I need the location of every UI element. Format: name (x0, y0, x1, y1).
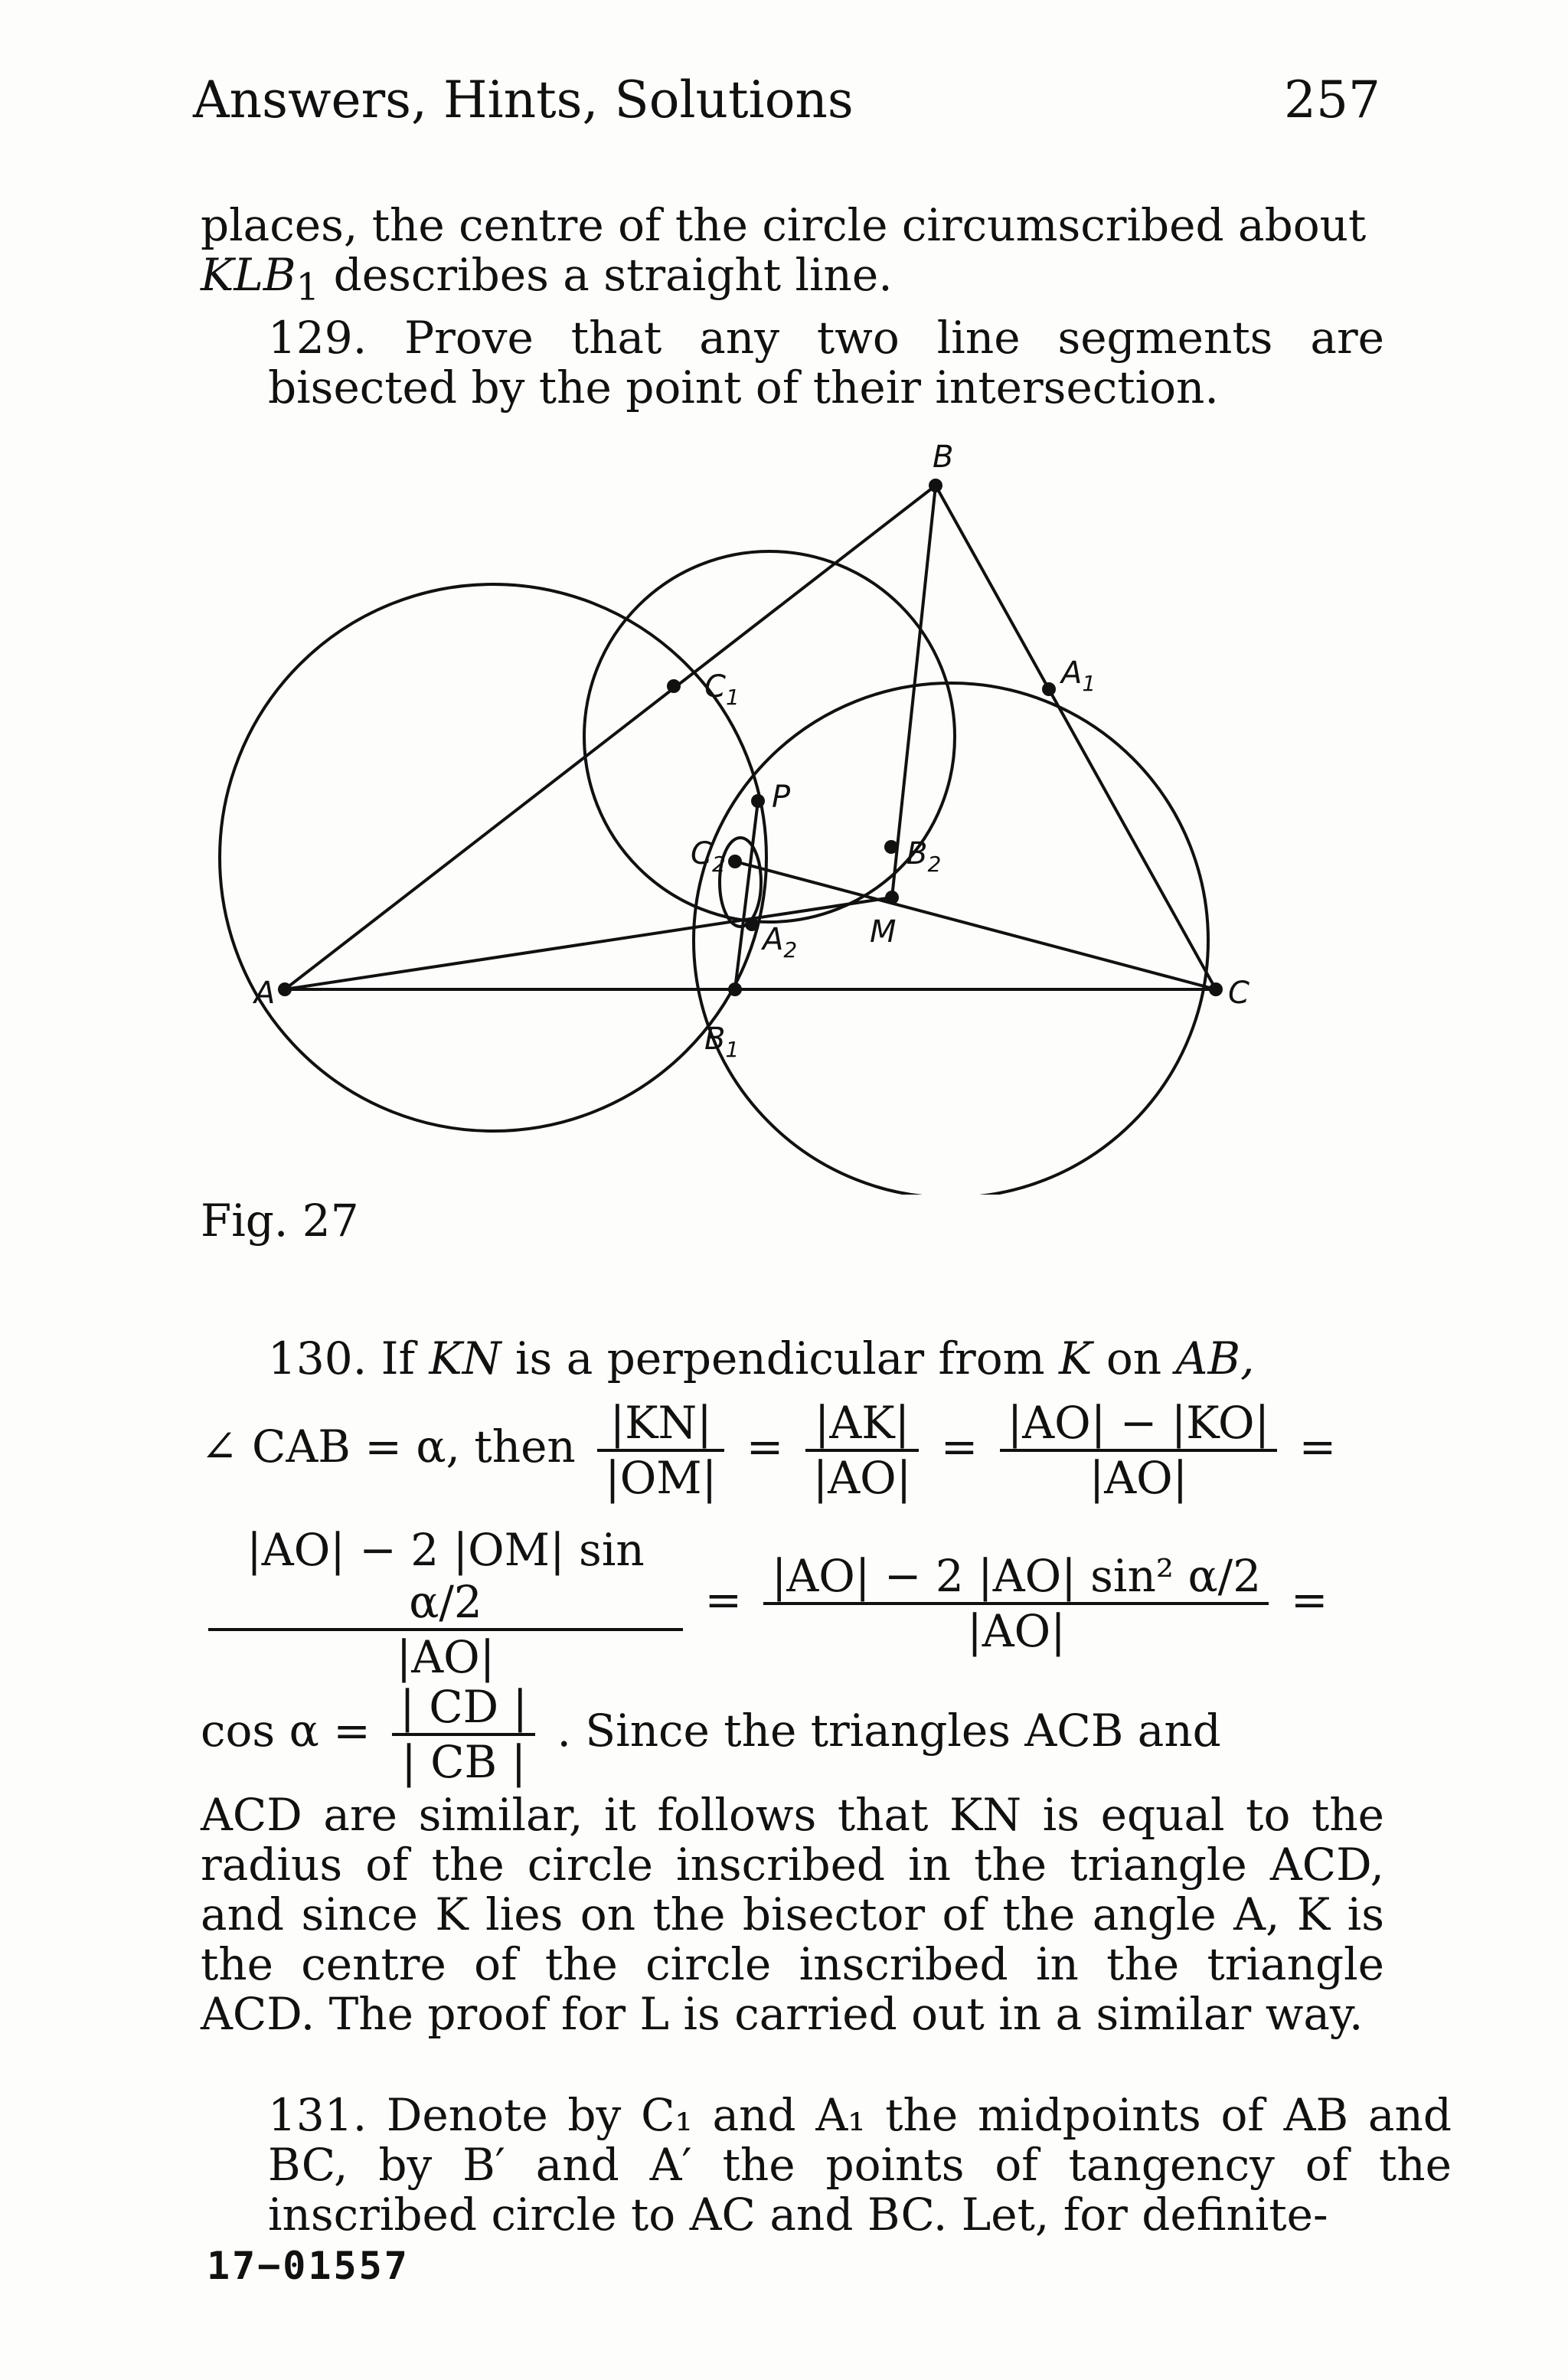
figure-27 (199, 444, 1393, 1195)
fraction-cd-cb: $\frac{| CD |}{| CB |}$ (392, 1681, 535, 1788)
label-p: P (772, 780, 791, 815)
point-a (278, 982, 292, 996)
label-a2: $A_2$ (763, 922, 798, 963)
problem-130-body: ACD are similar, it follows that KN is equal to the radius of the circle inscribed in the triangle ACD, and since K lies on the bisector of the angle A, K is the centre of the circle inscribed in the triangle ACD. The proof for L is carried out in a similar way. (201, 1789, 1384, 2040)
equation-line-1: ∠ CAB = α, then $\frac{|KN|}{|OM|}$ = $\frac{|AK|}{|AO|}$ = $\frac{|AO| - |KO|}{|AO|}$ = (201, 1397, 1337, 1504)
fraction-ao-sin2: $\frac{\text{|AO| − 2 |AO| sin² α/2}}{|AO|}$ (763, 1550, 1269, 1657)
point-b2 (884, 840, 898, 854)
point-m (885, 891, 899, 904)
label-c: C (1228, 976, 1250, 1011)
problem-129: 129. Prove that any two line segments are bisected by the point of their intersection. (268, 311, 1384, 414)
label-a: A (254, 976, 276, 1011)
point-c (1209, 982, 1223, 996)
figure-caption: Fig. 27 (201, 1195, 359, 1247)
fraction-kn-om: $\frac{|KN|}{|OM|}$ (597, 1397, 724, 1504)
label-m: M (870, 914, 897, 950)
running-header: Answers, Hints, Solutions (193, 70, 854, 129)
printer-signature: 17−01557 (207, 2244, 410, 2288)
problem-131: 131. Denote by C₁ and A₁ the midpoints of AB and BC, by B′ and A′ the points of tangency of the inscribed circle to AC and BC. Let, for definite- (268, 2089, 1452, 2241)
label-c1: $C_1$ (704, 669, 740, 710)
point-a2 (745, 917, 759, 931)
point-p (751, 794, 765, 808)
text-run: describes a straight line. (319, 249, 893, 301)
fraction-ak-ao: $\frac{|AK|}{|AO|}$ (805, 1397, 920, 1504)
label-a1: $A_1$ (1061, 655, 1096, 696)
problem-130-lead: 130. If KN is a perpendicular from K on AB, (268, 1332, 1255, 1385)
label-b2: $B_2$ (906, 836, 942, 877)
angle-text: ∠ CAB = α, then (201, 1420, 576, 1473)
point-b1 (728, 982, 742, 996)
label-c2: $C_2$ (691, 836, 726, 877)
label-b: B (933, 444, 954, 475)
circle-left (220, 584, 766, 1131)
text-line: places, the centre of the circle circumscribed about (201, 199, 1367, 251)
segment-c2c (735, 861, 1216, 989)
point-a1 (1042, 682, 1056, 696)
text-line (201, 250, 1384, 313)
label-b1: $B_1$ (704, 1022, 740, 1062)
segment-am (285, 897, 892, 989)
page-number: 257 (1284, 70, 1380, 129)
segment-bc (936, 485, 1216, 989)
fraction-ao-ko: $\frac{|AO| - |KO|}{|AO|}$ (1000, 1397, 1277, 1504)
point-c2 (728, 855, 742, 868)
fraction-om-sin: $\frac{\text{|AO| − 2 |OM| sin α/2}}{|AO|}$ (208, 1524, 683, 1683)
math-sub: 1 (296, 266, 320, 309)
point-b (929, 479, 942, 492)
point-c1 (667, 679, 681, 693)
small-ellipse (720, 838, 761, 927)
segment-ab (285, 485, 936, 989)
paragraph-128-end (201, 201, 1384, 413)
equation-line-3: cos α = $\frac{| CD |}{| CB |}$ . Since the triangles ACB and (201, 1681, 1221, 1788)
circle-top (584, 551, 955, 922)
equation-line-2: $\frac{\text{|AO| − 2 |OM| sin α/2}}{|AO|}$ = $\frac{\text{|AO| − 2 |AO| sin² α/2}}{|AO|}$ = (201, 1524, 1384, 1683)
math-klb: KLB (201, 249, 296, 301)
